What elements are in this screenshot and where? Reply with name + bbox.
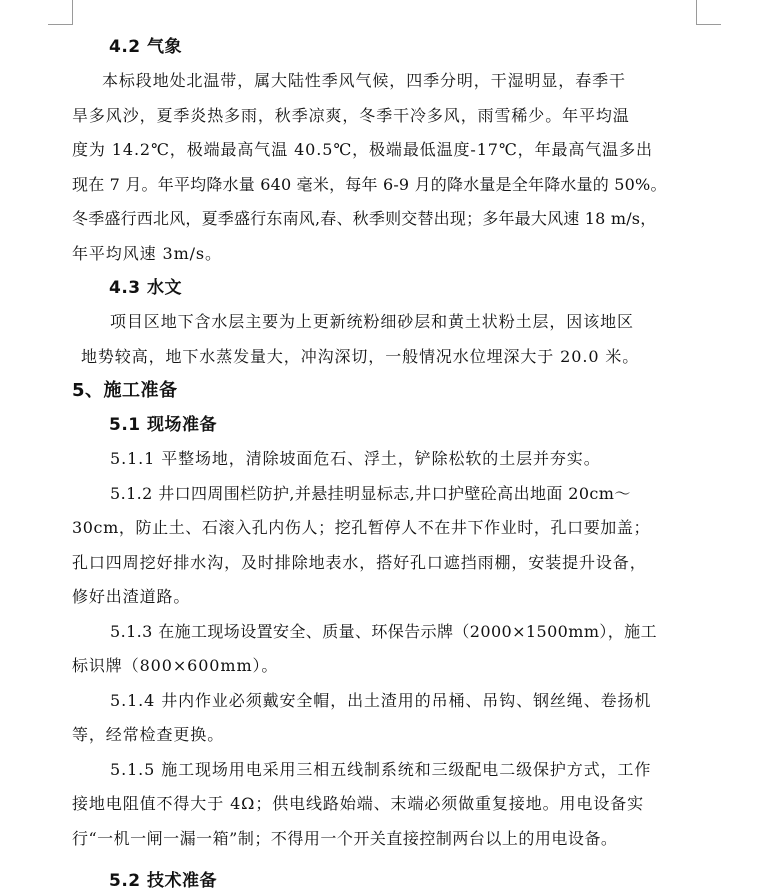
- crop-mark-top-left-vertical: [72, 0, 73, 24]
- item-5-1-4: [72, 684, 697, 753]
- paragraph-line: 标识牌（800×600mm）。: [72, 656, 279, 675]
- crop-mark-top-left-horizontal: [48, 24, 73, 25]
- paragraph-line: 行“一机一闸一漏一箱”制；不得用一个开关直接控制两台以上的用电设备。: [72, 828, 618, 848]
- paragraph-line: 旱多风沙，夏季炎热多雨，秋季凉爽，冬季干冷多风，雨雪稀少。年平均温: [72, 105, 630, 125]
- heading-4-3: 4.3 水文: [109, 278, 183, 298]
- crop-mark-top-right-vertical: [696, 0, 697, 24]
- paragraph-line: 接地电阻值不得大于 4Ω；供电线路始端、末端必须做重复接地。用电设备实: [72, 794, 645, 813]
- paragraph-line: 现在 7 月。年平均降水量 640 毫米，每年 6-9 月的降水量是全年降水量的 50%。: [72, 174, 667, 194]
- paragraph-hydrology: [72, 305, 697, 374]
- item-5-1-1: [72, 442, 697, 477]
- paragraph-line: 年平均风速 3m/s。: [72, 243, 222, 263]
- paragraph-line: 5.1.4 井内作业必须戴安全帽，出土渣用的吊桶、吊钩、钢丝绳、卷扬机: [110, 690, 652, 710]
- crop-mark-top-right-horizontal: [696, 24, 721, 25]
- paragraph-line: 5.1.3 在施工现场设置安全、质量、环保告示牌（2000×1500mm），施工: [110, 621, 657, 641]
- paragraph-line: 30cm，防止土、石滚入孔内伤人；挖孔暂停人不在井下作业时，孔口要加盖；: [72, 518, 651, 537]
- paragraph-line: 5.1.5 施工现场用电采用三相五线制系统和三级配电二级保护方式，工作: [110, 759, 652, 779]
- paragraph-line: 地势较高，地下水蒸发量大，冲沟深切，一般情况水位埋深大于 20.0 米。: [81, 346, 640, 366]
- paragraph-line: 5.1.1 平整场地，清除坡面危石、浮土，铲除松软的土层并夯实。: [110, 449, 601, 468]
- paragraph-line: 度为 14.2℃，极端最高气温 40.5℃，极端最低温度-17℃，年最高气温多出: [72, 140, 653, 159]
- item-5-1-5: [72, 753, 697, 857]
- paragraph-line: 修好出渣道路。: [72, 587, 191, 606]
- heading-5-1: 5.1 现场准备: [109, 415, 218, 435]
- item-5-1-3: [72, 615, 697, 684]
- paragraph-line: 孔口四周挖好排水沟，及时排除地表水，搭好孔口遮挡雨棚，安装提升设备，: [72, 552, 647, 572]
- paragraph-line: 项目区地下含水层主要为上更新统粉细砂层和黄土状粉土层，因该地区: [110, 312, 634, 331]
- paragraph-line: 5.1.2 井口四周围栏防护,并悬挂明显标志,井口护壁砼高出地面 20cm～: [110, 483, 631, 503]
- document-body: [72, 30, 697, 856]
- paragraph-line: 冬季盛行西北风，夏季盛行东南风,春、秋季则交替出现；多年最大风速 18 m/s，: [72, 209, 657, 228]
- item-5-1-2: [72, 477, 697, 615]
- paragraph-line: 本标段地处北温带，属大陆性季风气候，四季分明，干湿明显，春季干: [102, 71, 626, 90]
- paragraph-line: 等，经常检查更换。: [72, 725, 225, 744]
- heading-5-2-partial: 5.2 技术准备: [109, 871, 218, 891]
- heading-5: 5、施工准备: [72, 380, 178, 401]
- heading-4-2: 4.2 气象: [109, 37, 183, 57]
- paragraph-meteorology: [72, 64, 697, 271]
